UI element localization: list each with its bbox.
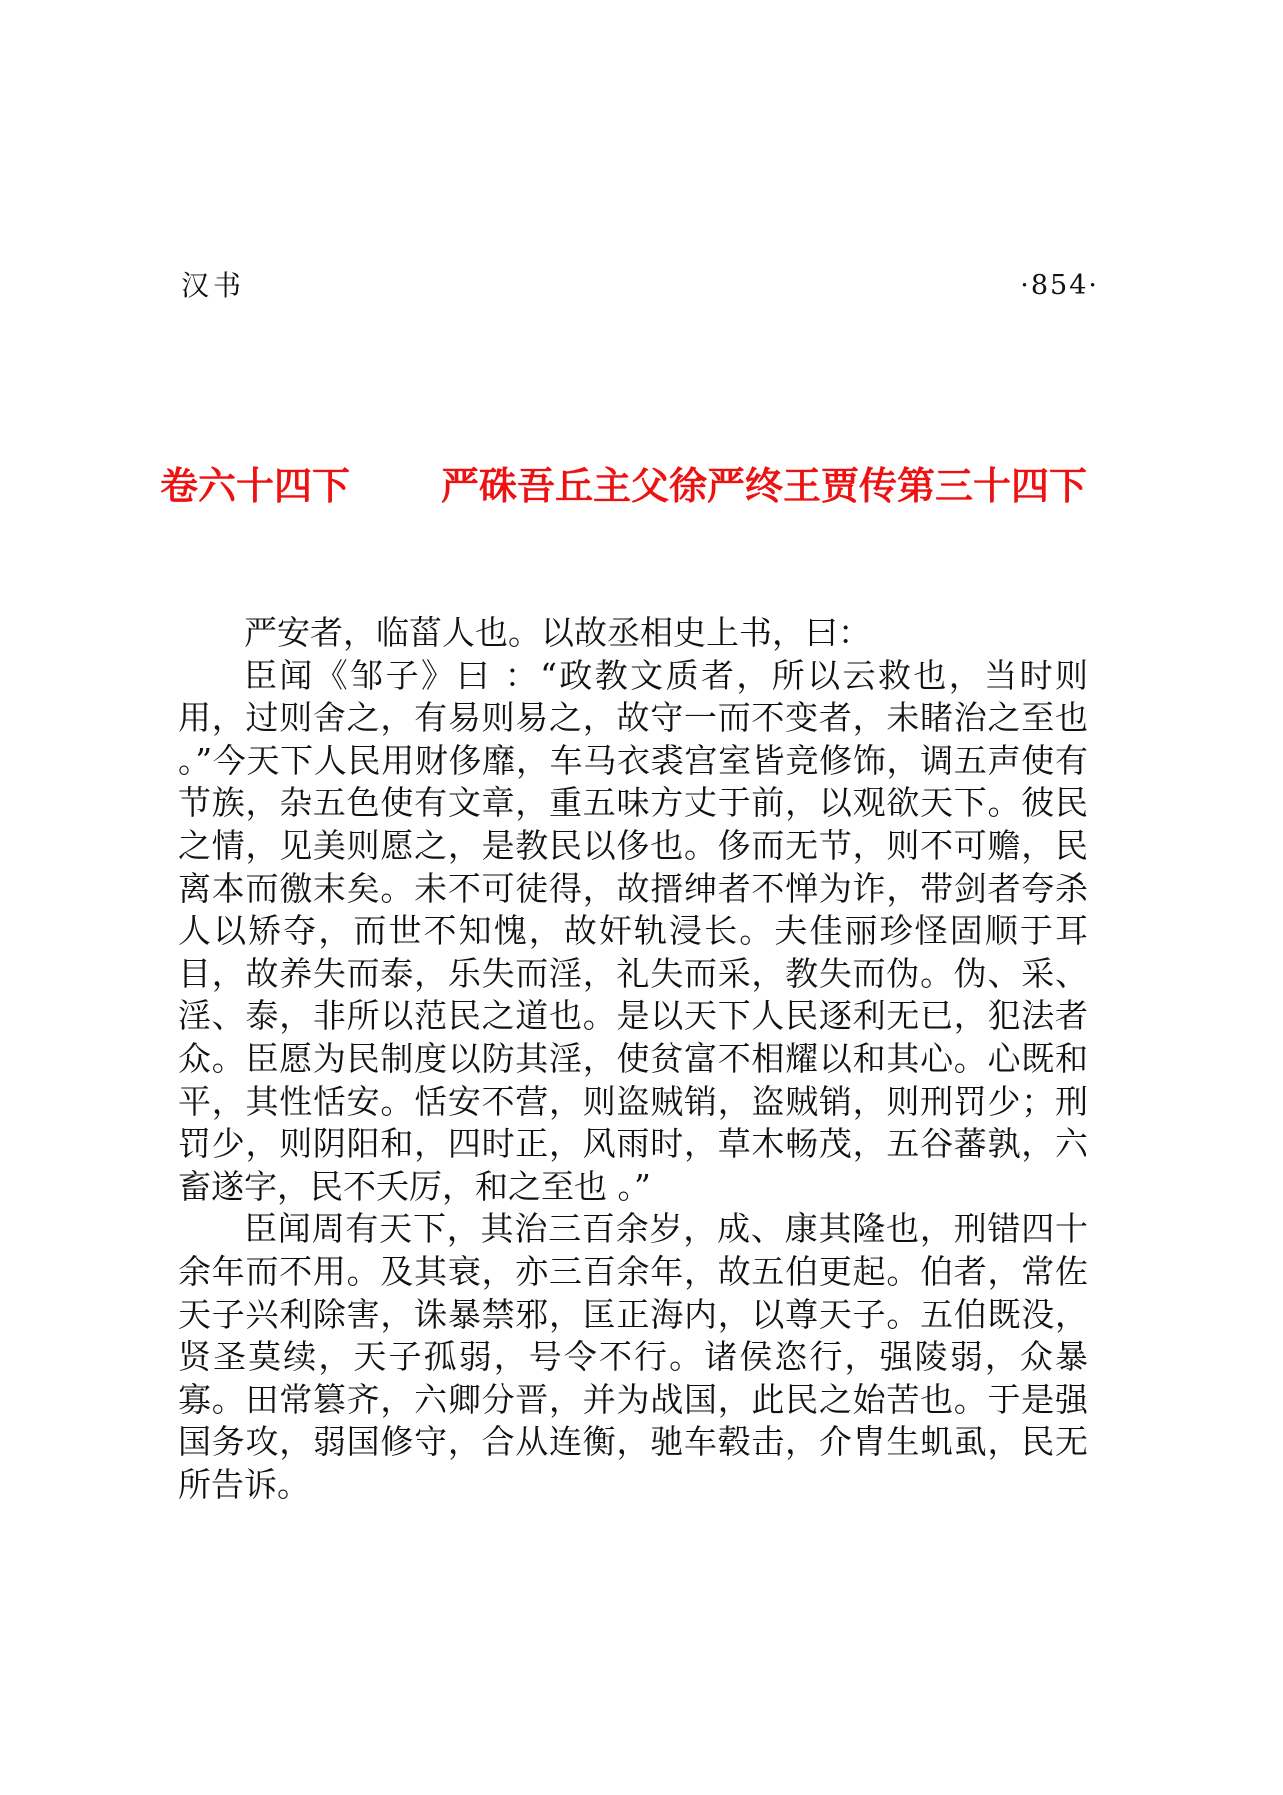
body-text [178, 612, 1088, 1506]
chapter-number: 卷六十四下 [160, 464, 351, 508]
paragraph: 严安者，临菑人也。以故丞相史上书，曰： [244, 613, 871, 652]
running-header [181, 268, 1099, 304]
page-number: ·854· [1020, 270, 1099, 301]
paragraph: 臣闻周有天下，其治三百余岁，成、康其隆也，刑错四十余年而不用。及其衰，亦三百余年，故五伯更起。伯者，常佐天子兴利除害，诛暴禁邪，匡正海内，以尊天子。五伯既没，贤圣莫续，天子孤弱，号令不行。诸侯恣行，强陵弱，众暴寡。田常篡齐，六卿分晋，并为战国，此民之始苦也。于是强国务攻，弱国修守，合从连衡，驰车毂击，介胄生虮虱，民无所告诉。 [178, 1209, 1088, 1504]
book-name: 汉书 [181, 269, 246, 302]
chapter-title: 严硃吾丘主父徐严终王贾传第三十四下 [441, 464, 1088, 508]
paragraph: 臣闻《邹子》曰 ：“政教文质者，所以云救也，当时则用，过则舍之，有易则易之，故守一而不变者，未睹治之至也 。”今天下人民用财侈靡，车马衣裘宫室皆竞修饰，调五声使有节族，杂五色使有文章，重五味方丈于前，以观欲天下。彼民之情，见美则愿之，是教民以侈也。侈而无节，则不可赡，民离本而徼末矣。未不可徒得，故搢绅者不惮为诈，带剑者夸杀人以矫夺，而世不知愧，故奸轨浸长。夫佳丽珍怪固顺于耳目，故养失而泰，乐失而淫，礼失而采，教失而伪。伪、采、淫、泰，非所以范民之道也。是以天下人民逐利无已，犯法者众。臣愿为民制度以防其淫，使贫富不相耀以和其心。心既和平，其性恬安。恬安不营，则盗贼销，盗贼销，则刑罚少；刑罚少，则阴阳和，四时正，风雨时，草木畅茂，五谷蕃孰，六畜遂字，民不夭厉，和之至也 。” [178, 655, 1088, 1206]
chapter-heading [160, 460, 1120, 512]
